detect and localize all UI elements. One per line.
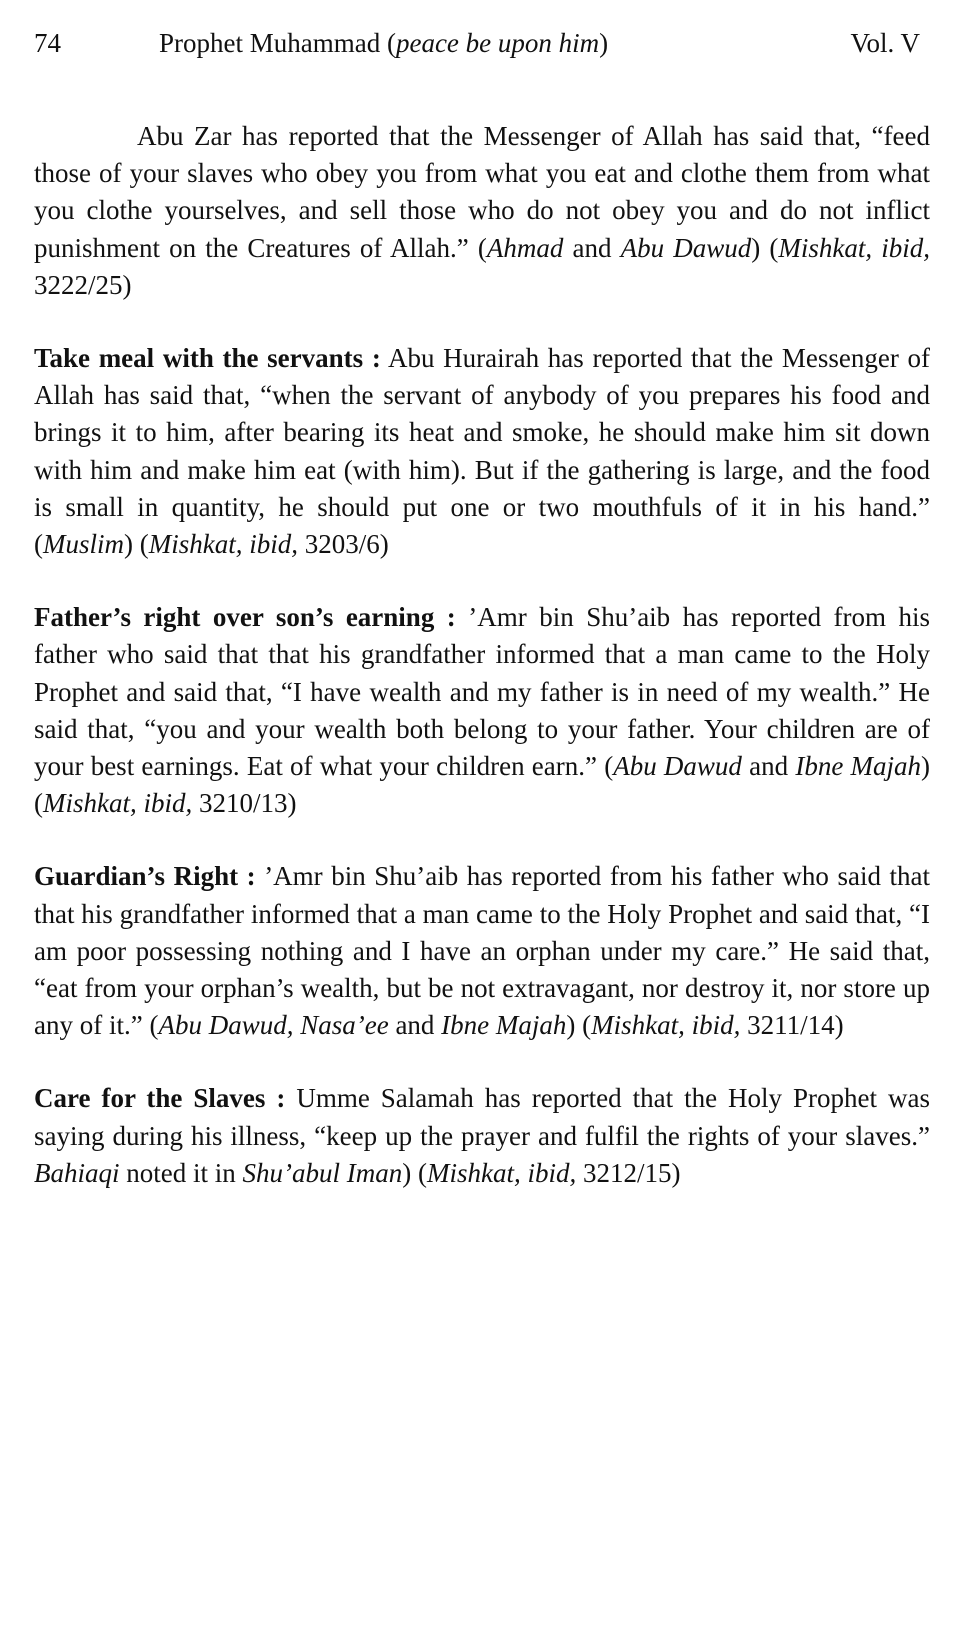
volume-label: Vol. V — [850, 28, 920, 58]
text-run: and — [563, 232, 621, 263]
citation-italic: Abu Dawud, Nasa’ee — [158, 1010, 389, 1041]
citation-italic: Ibne Majah — [795, 751, 922, 782]
paragraph — [34, 858, 930, 1044]
paragraph — [34, 340, 930, 563]
text-run: ) ( — [751, 232, 779, 263]
citation-italic: Ibne Majah — [441, 1010, 567, 1041]
citation-italic: Abu Dawud — [620, 232, 752, 263]
citation-italic: Mishkat, ibid, — [148, 529, 298, 560]
section-heading: Father’s right over son’s earning : — [34, 602, 456, 633]
citation-italic: Mishkat, ibid, — [43, 788, 193, 819]
text-run: Umme Salamah has reported that the Holy Prophet was saying during his illness, “keep up the prayer and fulfil the rights of your slaves.” — [34, 1083, 930, 1151]
citation-italic: Muslim — [43, 529, 124, 560]
text-run: 3211/14) — [740, 1010, 844, 1041]
text-run: and — [741, 751, 796, 782]
running-title — [159, 24, 608, 62]
section-heading: Take meal with the servants : — [34, 343, 381, 374]
book-page — [34, 24, 930, 1192]
citation-italic: Mishkat, ibid, — [426, 1157, 577, 1188]
citation-italic: Mishkat, ibid, — [591, 1010, 741, 1041]
paragraph — [34, 599, 930, 822]
section-heading: Guardian’s Right : — [34, 861, 256, 892]
text-run: Abu Hurairah has reported that the Messenger of Allah has said that, “when the servant of anybody of you prepares his food and brings it to him, after bearing its heat and smoke, he should make him sit down with him and make him eat (with him). But if the gathering is large, and the food is small in quantity, he should put one or two mouthfuls of it in his hand.” ( — [34, 343, 930, 560]
citation-italic: Bahiaqi — [34, 1157, 120, 1188]
body-text — [34, 118, 930, 1192]
paragraph — [34, 118, 930, 304]
citation-italic: Abu Dawud — [613, 751, 742, 782]
text-run: 3212/15) — [576, 1157, 681, 1188]
text-run: noted it in — [119, 1157, 243, 1188]
text-run: ) ( — [566, 1010, 592, 1041]
text-run: Abu Zar has reported that the Messenger of Allah has said that, “feed those of your slaves who obey you from what you eat and clothe them from what you clothe yourselves, and sell those who do not obey you and do not inflict punishment on the Creatures of Allah.” ( — [34, 121, 930, 263]
text-run: ) ( — [124, 529, 149, 560]
paragraph — [34, 1080, 930, 1192]
citation-italic: Ahmad — [486, 232, 564, 263]
text-run: and — [388, 1010, 442, 1041]
running-header — [34, 24, 930, 62]
text-run: ) ( — [402, 1157, 427, 1188]
text-run: ’Amr bin Shu’aib has reported from his father who said that that his grandfather informed that a man came to the Holy Prophet and said that, “I have wealth and my father is in need of my wealth.” He said that, “you and your wealth both belong to your father. Your children are of your best earnings. Eat of what your children earn.” ( — [34, 602, 930, 782]
text-run: 3210/13) — [192, 788, 297, 819]
citation-italic: Shu’abul Iman — [242, 1157, 403, 1188]
section-heading: Care for the Slaves : — [34, 1083, 286, 1114]
citation-italic: Mishkat, ibid, — [778, 232, 930, 263]
text-run: 3222/25) — [34, 269, 132, 300]
text-run: ’Amr bin Shu’aib has reported from his father who said that that his grandfather informed that a man came to the Holy Prophet and said that, “I am poor possessing nothing and I have an orphan under my care.” He said that, “eat from your orphan’s wealth, but be not extravagant, nor destroy it, nor store up any of it.” ( — [34, 861, 931, 1041]
page-number: 74 — [34, 28, 61, 58]
title-italic: peace be upon him — [395, 28, 600, 58]
text-run: ) ( — [34, 751, 931, 819]
title-main: Prophet Muhammad ( — [159, 28, 396, 58]
title-close: ) — [599, 28, 609, 58]
text-run: 3203/6) — [297, 529, 389, 560]
